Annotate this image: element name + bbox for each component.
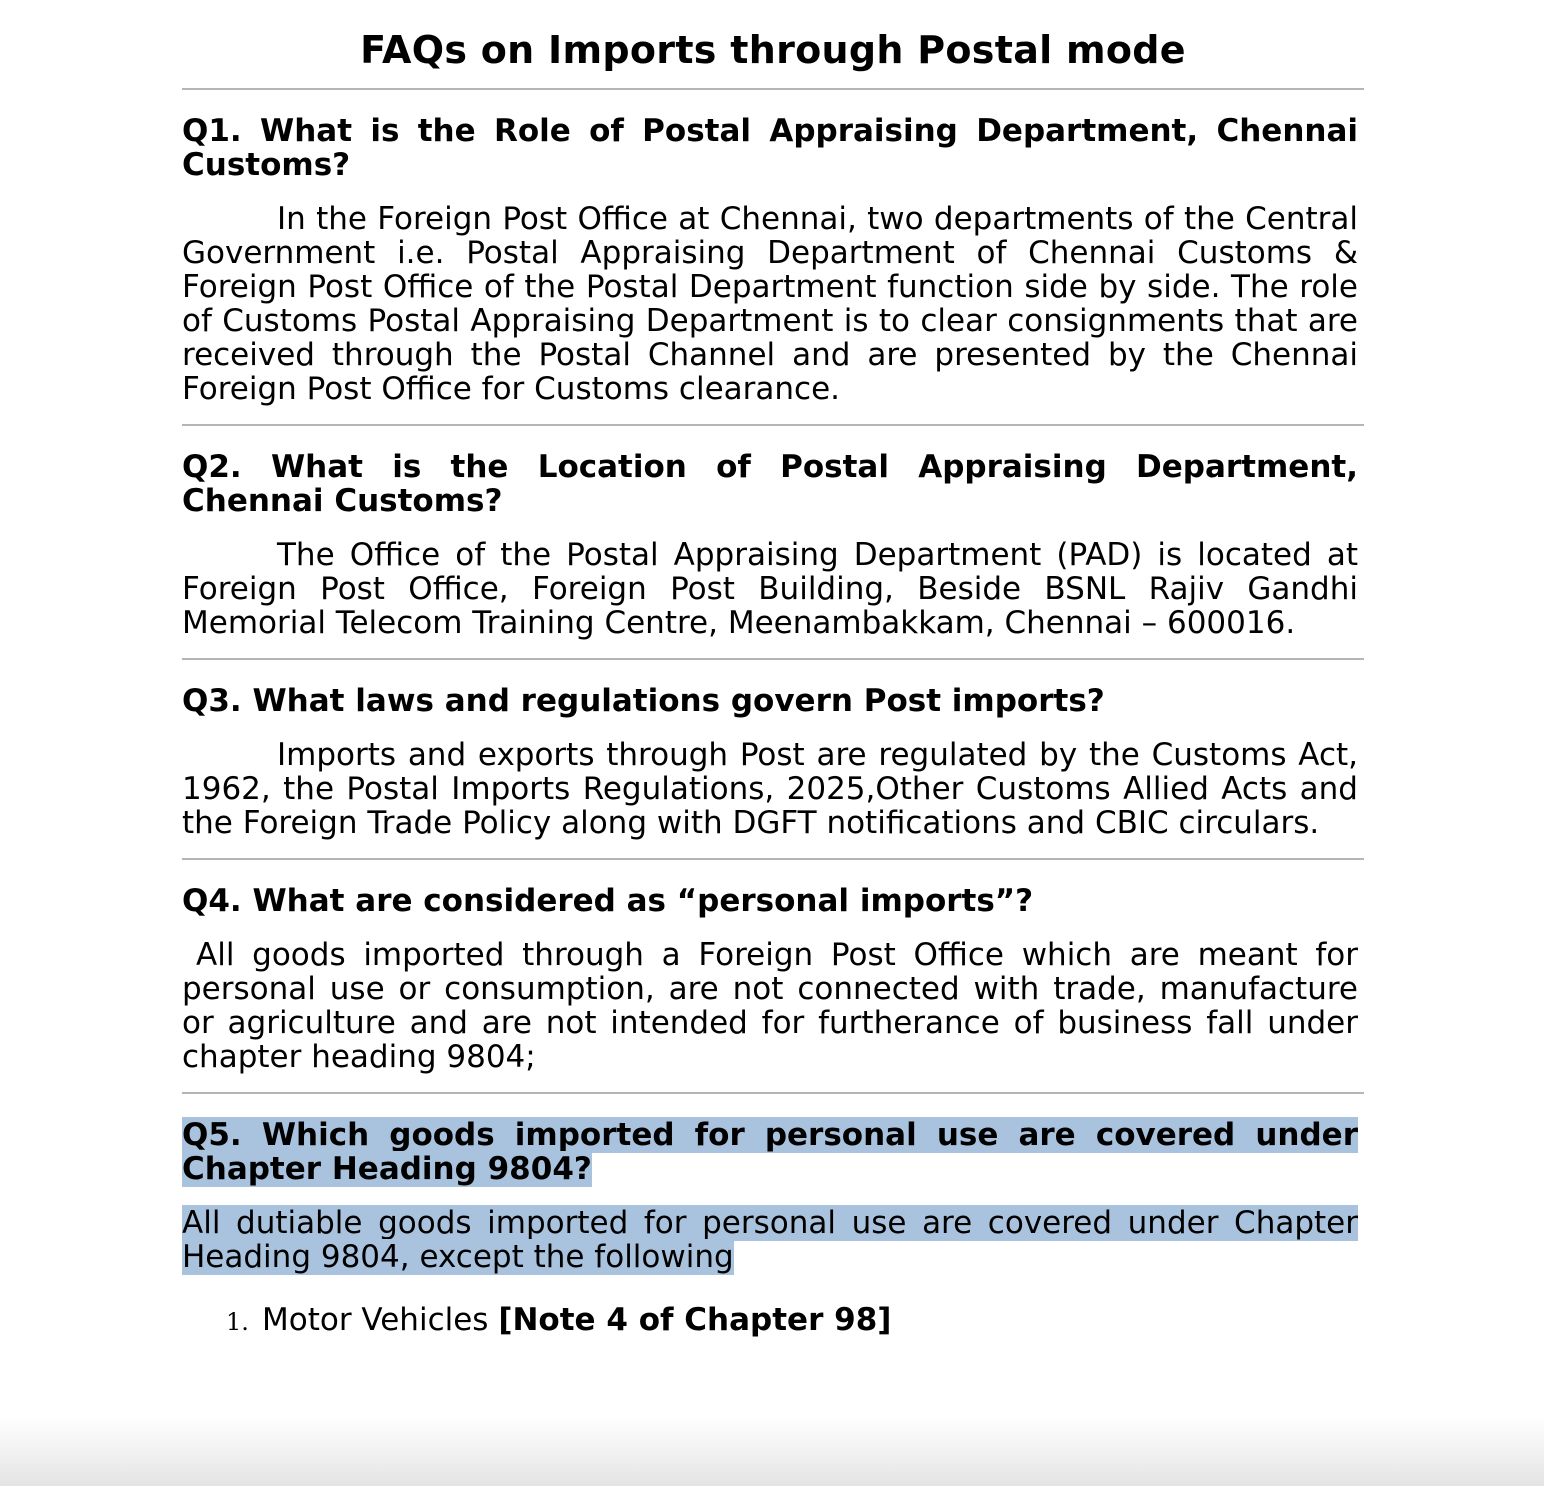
faq-question-selected[interactable] <box>182 1118 1358 1186</box>
divider <box>182 858 1364 860</box>
faq-answer: Imports and exports through Post are regulated by the Customs Act, 1962, the Postal Imports Regulations, 2025,Other Customs Allied Acts and the Foreign Trade Policy along with DGFT notifications and CBIC circulars. <box>182 737 1358 841</box>
faq-answer: All goods imported through a Foreign Post Office which are meant for personal use or consumption, are not connected with trade, manufacture or agriculture and are not intended for furtherance of business fall under chapter heading 9804; <box>182 937 1358 1075</box>
divider <box>182 1092 1364 1094</box>
faq-item-5 <box>182 1118 1358 1274</box>
faq-question: Q4. What are considered as “personal imports”? <box>182 883 1034 919</box>
list-item-note: [Note 4 of Chapter 98] <box>498 1302 892 1338</box>
faq-question: Q1. What is the Role of Postal Appraising Department, Chennai Customs? <box>182 113 1358 183</box>
list-item-text: Motor Vehicles <box>262 1302 489 1338</box>
faq-item-4 <box>182 884 1358 1074</box>
divider <box>182 424 1364 426</box>
faq-item-1 <box>182 114 1358 406</box>
page-title: FAQs on Imports through Postal mode <box>360 28 1186 72</box>
faq-item-3 <box>182 684 1358 840</box>
list-item <box>182 1300 1364 1342</box>
faq-answer: In the Foreign Post Office at Chennai, two departments of the Central Government i.e. Postal Appraising Department of Chennai Customs & Foreign Post Office of the Postal Department function side by side. The role of Customs Postal Appraising Department is to clear consignments that are received through the Postal Channel and are presented by the Chennai Foreign Post Office for Customs clearance. <box>182 201 1358 407</box>
faq-question: Q2. What is the Location of Postal Appraising Department, Chennai Customs? <box>182 449 1358 519</box>
selected-text[interactable]: Q5. Which goods imported for personal use are covered under Chapter Heading 9804? <box>182 1117 1358 1187</box>
faq-question: Q3. What laws and regulations govern Post imports? <box>182 683 1105 719</box>
divider <box>182 88 1364 90</box>
document-page <box>182 22 1364 1342</box>
exceptions-list <box>182 1300 1364 1342</box>
list-number: 1. <box>226 1308 249 1336</box>
selected-text[interactable]: All dutiable goods imported for personal use are covered under Chapter Heading 9804, except the following <box>182 1205 1358 1275</box>
faq-answer: The Office of the Postal Appraising Department (PAD) is located at Foreign Post Office, Foreign Post Building, Beside BSNL Rajiv Gandhi Memorial Telecom Training Centre, Meenambakkam, Chennai – 600016. <box>182 537 1358 641</box>
faq-answer-selected[interactable] <box>182 1206 1358 1274</box>
faq-item-2 <box>182 450 1358 640</box>
bottom-shadow <box>0 1416 1544 1486</box>
divider <box>182 658 1364 660</box>
